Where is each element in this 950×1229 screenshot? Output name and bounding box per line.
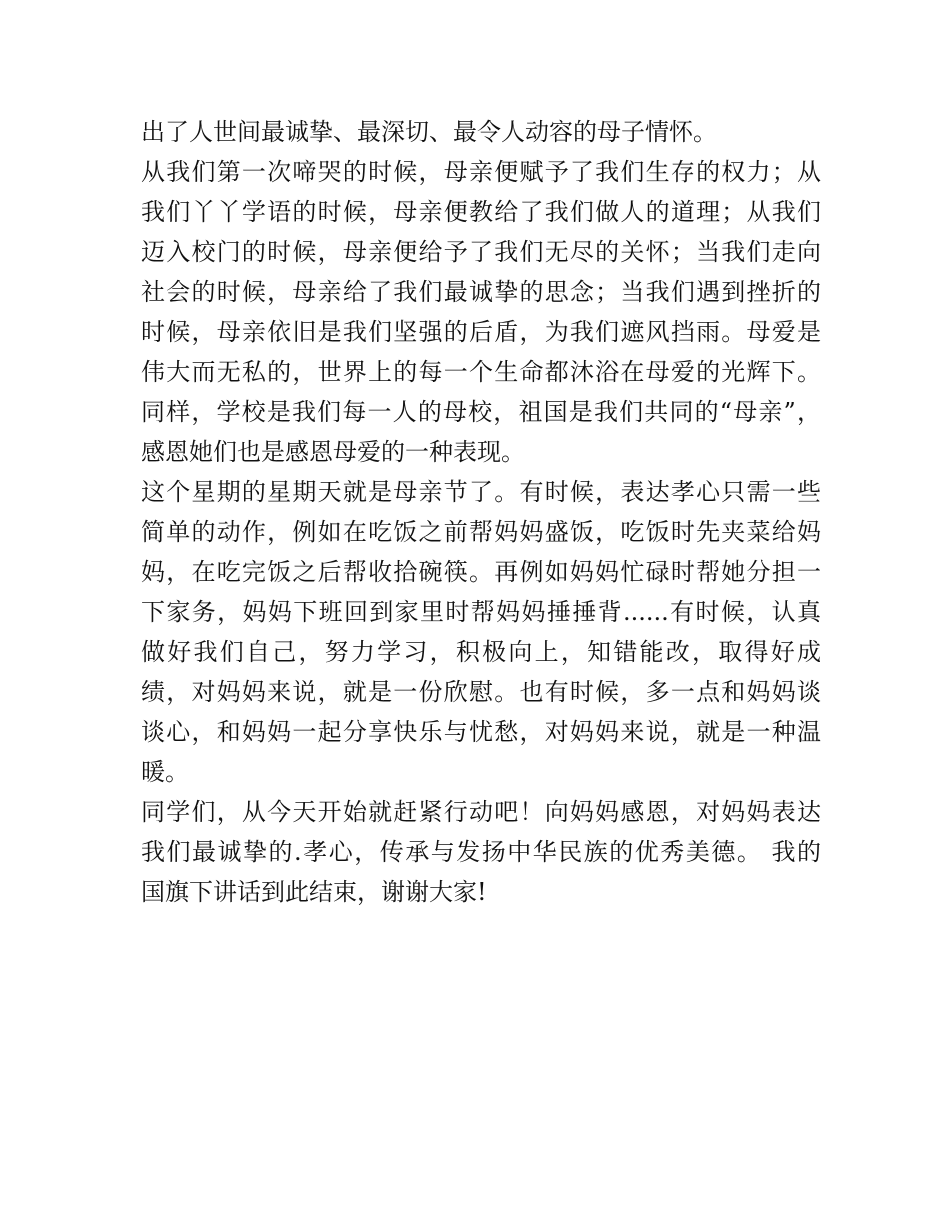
text-line: 迈入校门的时候，母亲便给予了我们无尽的关怀；当我们走向 — [141, 238, 821, 266]
text-line: 伟大而无私的，世界上的每一个生命都沐浴在母爱的光辉下。 — [141, 358, 821, 386]
text-line: 出了人世间最诚挚、最深切、最令人动容的母子情怀。 — [141, 118, 717, 146]
paragraph-1 — [141, 112, 821, 152]
text-line: 这个星期的星期天就是母亲节了。有时候，表达孝心只需一些 — [141, 478, 821, 506]
text-line: 绩，对妈妈来说，就是一份欣慰。也有时候，多一点和妈妈谈 — [141, 678, 821, 706]
text-line: 社会的时候，母亲给了我们最诚挚的思念；当我们遇到挫折的 — [141, 278, 821, 306]
text-line: 做好我们自己，努力学习，积极向上，知错能改，取得好成 — [141, 638, 821, 666]
paragraph-2 — [141, 152, 821, 472]
text-line: 同样，学校是我们每一人的母校，祖国是我们共同的“母亲”， — [141, 398, 821, 426]
text-line: 我们丫丫学语的时候，母亲便教给了我们做人的道理；从我们 — [141, 198, 821, 226]
text-line: 暖。 — [141, 758, 189, 786]
document-body — [141, 112, 821, 912]
text-line: 国旗下讲话到此结束，谢谢大家! — [141, 878, 487, 906]
text-line: 同学们，从今天开始就赶紧行动吧！向妈妈感恩，对妈妈表达 — [141, 798, 821, 826]
text-line: 简单的动作，例如在吃饭之前帮妈妈盛饭，吃饭时先夹菜给妈 — [141, 518, 821, 546]
text-line: 感恩她们也是感恩母爱的一种表现。 — [141, 438, 525, 466]
paragraph-3 — [141, 472, 821, 792]
text-line: 谈心，和妈妈一起分享快乐与忧愁，对妈妈来说，就是一种温 — [141, 718, 821, 746]
text-line: 我们最诚挚的.孝心，传承与发扬中华民族的优秀美德。 我的 — [141, 838, 821, 866]
text-line: 从我们第一次啼哭的时候，母亲便赋予了我们生存的权力；从 — [141, 158, 821, 186]
text-line: 时候，母亲依旧是我们坚强的后盾，为我们遮风挡雨。母爱是 — [141, 318, 821, 346]
paragraph-4 — [141, 792, 821, 912]
text-line: 下家务，妈妈下班回到家里时帮妈妈捶捶背......有时候，认真 — [141, 598, 821, 626]
text-line: 妈，在吃完饭之后帮收拾碗筷。再例如妈妈忙碌时帮她分担一 — [141, 558, 821, 586]
